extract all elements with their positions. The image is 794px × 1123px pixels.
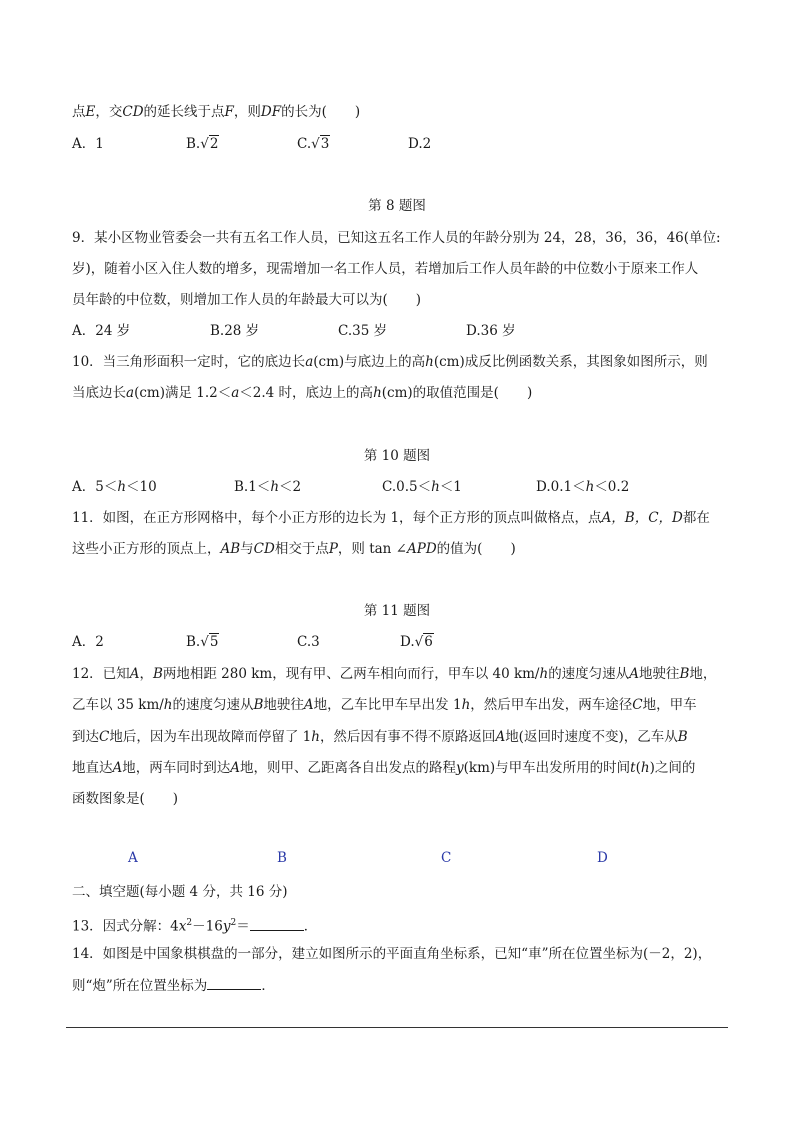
section-2-title: 二、填空题(每小题 4 分，共 16 分) [72, 884, 288, 900]
q10-option-d: D.0.1＜h＜0.2 [536, 479, 630, 495]
q12-graph-label-d: D [597, 850, 608, 866]
q13-answer-blank[interactable] [250, 916, 304, 931]
q11-figure-caption: 第 11 题图 [363, 603, 431, 619]
q14-stem-line-2: 则“炮”所在位置坐标为 ． [72, 975, 275, 996]
q12-stem-line-1: 12．已知A，B两地相距 280 km，现有甲、乙两车相向而行，甲车以 40 km/h的速度匀速从A地驶往B地， [72, 666, 717, 682]
q12-stem-line-4: 地直达A地，两车同时到达A地，则甲、乙距离各自出发点的路程y(km)与甲车出发所用的时间t(h)之间的 [72, 760, 696, 776]
q11-option-c: C.3 [297, 634, 320, 650]
q8-stem: 点E，交CD的延长线于点F，则DF的长为( ) [72, 104, 361, 120]
q9-stem-line-1: 9．某小区物业管委会一共有五名工作人员，已知这五名工作人员的年龄分别为 24，28，36，36，46(单位: [72, 230, 721, 246]
q13-stem: 13．因式分解：$4x^2-16y^2=$ ． [72, 913, 317, 937]
q8-figure-caption: 第 8 题图 [368, 198, 426, 214]
q11-option-b: B.√5 [186, 634, 219, 650]
q9-option-d: D.36 岁 [466, 323, 516, 339]
q10-option-b: B.1＜h＜2 [234, 479, 302, 495]
q12-stem-line-2: 乙车以 35 km/h的速度匀速从B地驶往A地，乙车比甲车早出发 1h，然后甲车出发，两车途径C地，甲车 [72, 697, 697, 713]
q12-graph-label-b: B [277, 850, 287, 866]
q9-stem-line-2: 岁)，随着小区入住人数的增多，现需增加一名工作人员，若增加后工作人员年龄的中位数小于原来工作人 [72, 261, 699, 277]
q10-stem-line-1: 10．当三角形面积一定时，它的底边长a(cm)与底边上的高h(cm)成反比例函数关系，其图象如图所示，则 [72, 354, 708, 370]
q10-option-c: C.0.5＜h＜1 [382, 479, 462, 495]
q10-stem-line-2: 当底边长a(cm)满足 1.2＜a＜2.4 时，底边上的高h(cm)的取值范围是( ) [72, 385, 533, 401]
q8-option-a: A．1 [72, 136, 104, 152]
q10-figure-caption: 第 10 题图 [363, 448, 431, 464]
q12-stem-line-5: 函数图象是( ) [72, 791, 179, 807]
q14-stem-line-1: 14．如图是中国象棋棋盘的一部分，建立如图所示的平面直角坐标系，已知“車”所在位置坐标为(－2，2)， [72, 946, 712, 962]
q9-option-c: C.35 岁 [338, 323, 388, 339]
q11-option-a: A．2 [72, 634, 104, 650]
q8-option-c: C.√3 [297, 136, 330, 152]
q10-option-a: A．5＜h＜10 [72, 479, 157, 495]
q12-graph-labels [0, 850, 794, 870]
q11-option-d: D.√6 [400, 634, 433, 650]
page-footer-rule [66, 1027, 728, 1028]
q12-graph-label-a: A [128, 850, 138, 866]
q14-answer-blank[interactable] [207, 975, 261, 990]
q11-stem-line-2: 这些小正方形的顶点上，AB与CD相交于点P，则 tan ∠APD的值为( ) [72, 541, 516, 557]
q8-option-b: B.√2 [186, 136, 219, 152]
q12-graph-label-c: C [441, 850, 452, 866]
q9-stem-line-3: 员年龄的中位数，则增加工作人员的年龄最大可以为( ) [72, 292, 422, 308]
q8-option-d: D.2 [408, 136, 432, 152]
q9-option-a: A．24 岁 [72, 323, 131, 339]
q12-stem-line-3: 到达C地后，因为车出现故障而停留了 1h，然后因有事不得不原路返回A地(返回时速度不变)，乙车从B [72, 729, 688, 745]
q9-option-b: B.28 岁 [210, 323, 260, 339]
q11-stem-line-1: 11．如图，在正方形网格中，每个小正方形的边长为 1，每个正方形的顶点叫做格点，点A，B，C，D都在 [72, 510, 710, 526]
